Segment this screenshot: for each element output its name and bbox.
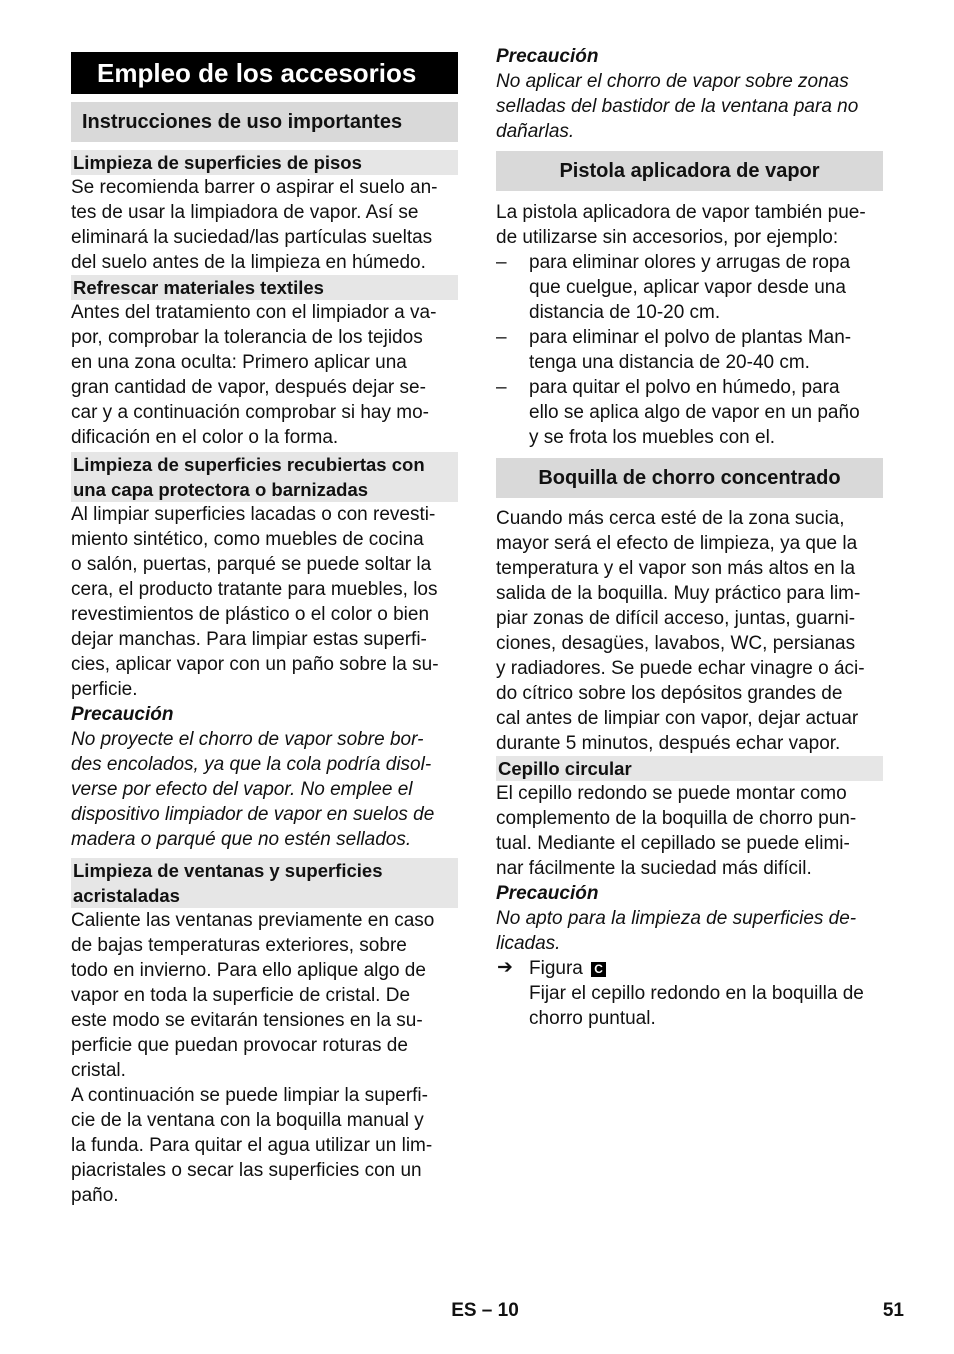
subheading-cepillo: Cepillo circular [496, 756, 883, 781]
instruction-step: ➔ Figura C Fijar el cepillo redondo en la boquilla de chorro puntual. [497, 957, 864, 1029]
caution-text: No apto para la limpieza de superficies de- licadas. [496, 908, 857, 954]
subheading-pisos: Limpieza de superficies de pisos [71, 150, 458, 175]
arrow-right-icon: ➔ [497, 957, 513, 978]
pistola-list [496, 250, 883, 450]
paragraph-pisos: Se recomienda barrer o aspirar el suelo an- tes de usar la limpiadora de vapor. Así se eliminará la suciedad/las partículas sueltas del suelo antes de la limpieza en húmedo. [71, 177, 438, 273]
paragraph-boquilla: Cuando más cerca esté de la zona sucia, mayor será el efecto de limpieza, ya que la temperatura y el vapor son más altos en la salida de la boquilla. Muy práctico para lim- piar zonas de difícil acceso, juntas, guarni- ciones, desagües, lavabos, WC, persianas y radiadores. Se puede echar vinagre o áci- do cítrico sobre los depósitos grandes de cal antes de limpiar con vapor, dejar actuar durante 5 minutos, después echar vapor. [496, 508, 865, 754]
subheading-ventanas: Limpieza de ventanas y superficies acristaladas [71, 858, 458, 908]
dash-bullet: – [496, 377, 507, 398]
subheading-textiles: Refrescar materiales textiles [71, 275, 458, 300]
section-heading-boquilla: Boquilla de chorro concentrado [496, 458, 883, 498]
figure-label: Figura [529, 958, 583, 979]
caution-text: No proyecte el chorro de vapor sobre bor- des encolados, ya que la cola podría disol- verse por efecto del vapor. No emplee el dispositivo limpiador de vapor en suelos de madera o parqué que no estén sellados. [71, 729, 435, 850]
paragraph-cepillo: El cepillo redondo se puede montar como complemento de la boquilla de chorro pun- tual. Mediante el cepillado se puede elimi- nar fácilmente la suciedad más difícil. [496, 783, 857, 879]
footer-section-label: ES – 10 [451, 1300, 519, 1321]
page-number: 51 [882, 1300, 904, 1321]
subheading-barnizadas: Limpieza de superficies recubiertas con una capa protectora o barnizadas [71, 452, 458, 502]
dash-bullet: – [496, 327, 507, 348]
caution-title: Precaución [496, 46, 599, 67]
list-item: – para quitar el polvo en húmedo, para ello se aplica algo de vapor en un paño y se frota los muebles con el. [496, 377, 860, 448]
section-heading-instrucciones: Instrucciones de uso importantes [71, 102, 458, 142]
page-title: Empleo de los accesorios [71, 52, 458, 94]
right-column [496, 44, 883, 1031]
paragraph-pistola: La pistola aplicadora de vapor también pue- de utilizarse sin accesorios, por ejemplo: [496, 202, 866, 248]
figure-badge: C [591, 962, 606, 977]
paragraph-ventanas: Caliente las ventanas previamente en caso de bajas temperaturas exteriores, sobre todo en invierno. Para ello aplique algo de vapor en toda la superficie de cristal. De este modo se evitarán tensiones en la su- perficie que puedan provocar roturas de cristal. A continuación se puede limpiar la superfi- cie de la ventana con la boquilla manual y la funda. Para quitar el agua utilizar un lim- piacristales o secar las superficies con un paño. [71, 910, 435, 1206]
caution-text: No aplicar el chorro de vapor sobre zonas selladas del bastidor de la ventana para no dañarlas. [496, 71, 859, 142]
section-heading-pistola: Pistola aplicadora de vapor [496, 151, 883, 191]
dash-bullet: – [496, 252, 507, 273]
caution-title: Precaución [71, 704, 174, 725]
paragraph-barnizadas: Al limpiar superficies lacadas o con revesti- miento sintético, como muebles de cocina o salón, puertas, parqué se puede soltar la cera, el producto tratante para muebles, los revestimientos de plástico o el color o bien dejar manchas. Para limpiar estas superfi- cies, aplicar vapor con un paño sobre la su- perficie. [71, 504, 439, 700]
left-column [71, 44, 458, 1208]
list-item: – para eliminar olores y arrugas de ropa que cuelgue, aplicar vapor desde una distancia de 10-20 cm. [496, 252, 851, 323]
caution-title: Precaución [496, 883, 599, 904]
paragraph-textiles: Antes del tratamiento con el limpiador a va- por, comprobar la tolerancia de los tejidos en una zona oculta: Primero aplicar una gran cantidad de vapor, después dejar se- car y a continuación comprobar si hay mo- dificación en el color o la forma. [71, 302, 437, 448]
list-item: – para eliminar el polvo de plantas Man- tenga una distancia de 20-40 cm. [496, 327, 852, 373]
